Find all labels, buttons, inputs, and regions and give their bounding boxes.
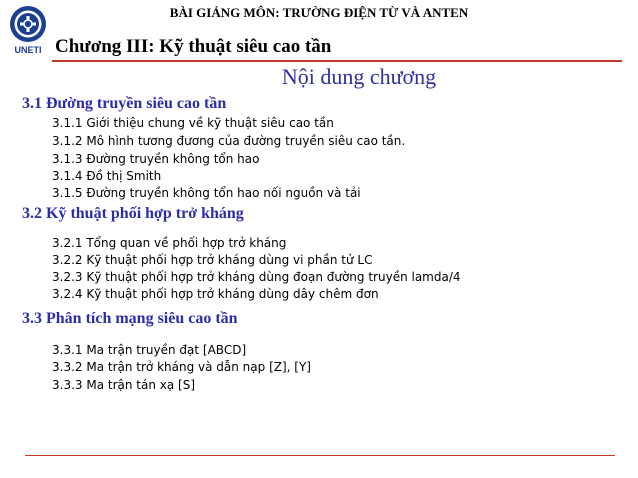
list-item: 3.2.4 Kỹ thuật phối hợp trở kháng dùng dây chêm đơn xyxy=(52,287,379,301)
list-item: 3.2.2 Kỹ thuật phối hợp trở kháng dùng vi phần tử LC xyxy=(52,253,373,267)
list-item: 3.1.5 Đường truyền không tổn hao nối nguồn và tải xyxy=(52,186,361,200)
list-item: 3.2.3 Kỹ thuật phối hợp trở kháng dùng đoạn đường truyền lamda/4 xyxy=(52,270,461,284)
list-item: 3.2.1 Tổng quan về phối hợp trở kháng xyxy=(52,236,287,250)
list-item: 3.3.3 Ma trận tán xạ [S] xyxy=(52,378,196,392)
section-title: 3.3 Phân tích mạng siêu cao tần xyxy=(22,310,238,327)
list-item: 3.3.2 Ma trận trở kháng và dẫn nạp [Z], [Y] xyxy=(52,360,311,374)
footer-divider xyxy=(25,455,615,456)
header-divider xyxy=(52,60,622,62)
list-item: 3.3.1 Ma trận truyền đạt [ABCD] xyxy=(52,343,247,357)
section-title: 3.1 Đường truyền siêu cao tần xyxy=(22,95,227,112)
section-title: 3.2 Kỹ thuật phối hợp trở kháng xyxy=(22,205,244,222)
logo-label: UNETI xyxy=(14,45,42,55)
course-header: BÀI GIẢNG MÔN: TRƯỜNG ĐIỆN TỪ VÀ ANTEN xyxy=(169,5,469,20)
list-item: 3.1.2 Mô hình tương đương của đường truyền siêu cao tần. xyxy=(52,134,406,148)
list-item: 3.1.3 Đường truyền không tổn hao xyxy=(52,152,260,166)
slide-heading: Nội dung chương xyxy=(281,64,437,89)
list-item: 3.1.4 Đồ thị Smith xyxy=(52,169,162,183)
chapter-title: Chương III: Kỹ thuật siêu cao tần xyxy=(55,36,332,57)
list-item: 3.1.1 Giới thiệu chung về kỹ thuật siêu cao tần xyxy=(52,116,334,130)
